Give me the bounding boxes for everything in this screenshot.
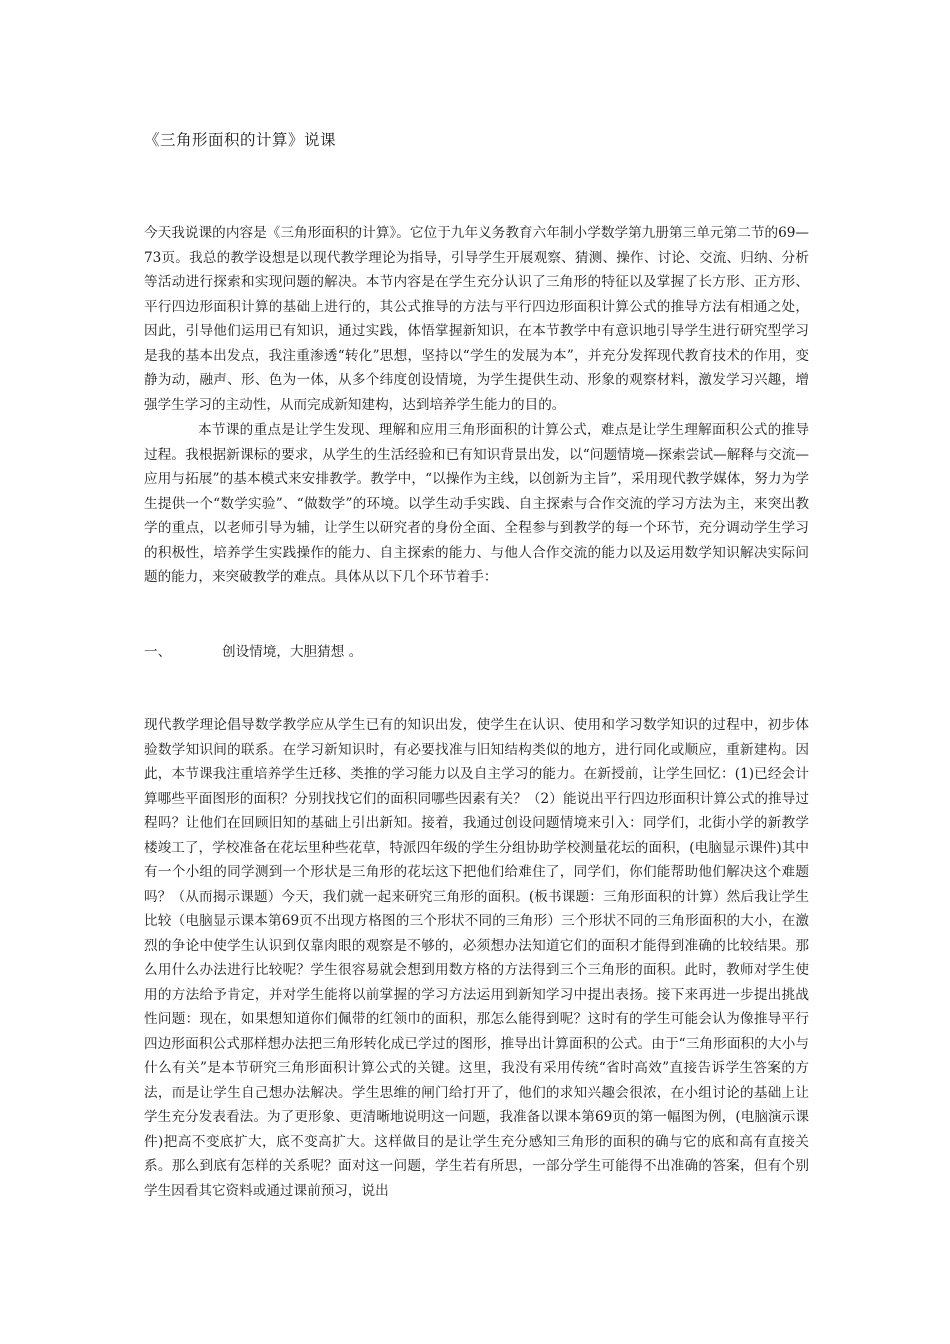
document-title: 《三角形面积的计算》说课 bbox=[144, 131, 337, 149]
section-title: 创设情境，大胆猜想 。 bbox=[222, 644, 363, 660]
paragraph-section-body: 现代教学理论倡导数学教学应从学生已有的知识出发，使学生在认识、使用和学习数学知识的过程中，初步体验数学知识间的联系。在学习新知识时，有必要找准与旧知结构类似的地方，进行同化或顺应，重新建构。因此，本节课我注重培养学生迁移、类推的学习能力以及自主学习的能力。在新授前，让学生回忆：(1)已经会计算哪些平面图形的面积？分别找找它们的面积同哪些因素有关？（2）能说出平行四边形面积计算公式的推导过程吗？让他们在回顾旧知的基础上引出新知。接着，我通过创设问题情境来引入：同学们，北街小学的新教学楼竣工了，学校准备在花坛里种些花草，特派四年级的学生分组协助学校测量花坛的面积，(电脑显示课件)其中有一个小组的同学测到一个形状是三角形的花坛这下把他们给难住了，同学们，你们能帮助他们解决这个难题吗？（从而揭示课题）今天，我们就一起来研究三角形的面积。(板书课题：三角形面积的计算）然后我让学生比较（电脑显示课本第69页不出现方格图的三个形状不同的三角形）三个形状不同的三角形面积的大小，在激烈的争论中使学生认识到仅靠肉眼的观察是不够的，必须想办法知道它们的面积才能得到准确的比较结果。那么用什么办法进行比较呢？学生很容易就会想到用数方格的方法得到三个三角形的面积。此时，教师对学生使用的方法给予肯定，并对学生能将以前掌握的学习方法运用到新知学习中提出表扬。接下来再进一步提出挑战性问题：现在，如果想知道你们佩带的红领巾的面积，那怎么能得到呢？这时有的学生可能会认为像推导平行四边形面积公式那样想办法把三角形转化成已学过的图形，推导出计算面积的公式。由于“三角形面积的大小与什么有关”是本节研究三角形面积计算公式的关键。这里，我没有采用传统“省时高效”直接告诉学生答案的方法，而是让学生自己想办法解决。学生思维的闸门给打开了，他们的求知兴趣会很浓，在小组讨论的基础上让学生充分发表看法。为了更形象、更清晰地说明这一问题，我准备以课本第69页的第一幅图为例，(电脑演示课件)把高不变底扩大，底不变高扩大。这样做目的是让学生充分感知三角形的面积的确与它的底和高有直接关系。那么到底有怎样的关系呢？面对这一问题，学生若有所思，一部分学生可能得不出准确的答案，但有个别学生因看其它资料或通过课前预习，说出 bbox=[144, 717, 809, 1199]
paragraph-intro: 今天我说课的内容是《三角形面积的计算》。它位于九年义务教育六年制小学数学第九册第三单元第二节的69—73页。我总的教学设想是以现代教学理论为指导，引导学生开展观察、猜测、操作、讨论、交流、归纳、分析等活动进行探索和实现问题的解决。本节内容是在学生充分认识了三角形的特征以及掌握了长方形、正方形、平行四边形面积计算的基础上进行的，其公式推导的方法与平行四边形面积计算公式的推导方法有相通之处，因此，引导他们运用已有知识，通过实践，体悟掌握新知识，在本节教学中有意识地引导学生进行研究型学习是我的基本出发点，我注重渗透“转化”思想，坚持以“学生的发展为本”，并充分发挥现代教育技术的作用，变静为动，融声、形、色为一体，从多个纬度创设情境，为学生提供生动、形象的观察材料，激发学习兴趣，增强学生学习的主动性，从而完成新知建构，达到培养学生能力的目的。 bbox=[144, 225, 809, 413]
section-heading bbox=[144, 640, 362, 665]
section-number: 一、 bbox=[144, 644, 172, 660]
paragraph-key-points: 本节课的重点是让学生发现、理解和应用三角形面积的计算公式，难点是让学生理解面积公式的推导过程。我根据新课标的要求，从学生的生活经验和已有知识背景出发，以“问题情境—探索尝试—解释与交流—应用与拓展”的基本模式来安排教学。教学中，“以操作为主线，以创新为主旨”，采用现代教学媒体，努力为学生提供一个“数学实验”、“做数学”的环境。以学生动手实践、自主探索与合作交流的学习方法为主，来突出教学的重点，以老师引导为辅，让学生以研究者的身份全面、全程参与到教学的每一个环节，充分调动学生学习的积极性，培养学生实践操作的能力、自主探索的能力、与他人合作交流的能力以及运用数学知识解决实际问题的能力，来突破教学的难点。具体从以下几个环节着手： bbox=[144, 422, 809, 585]
